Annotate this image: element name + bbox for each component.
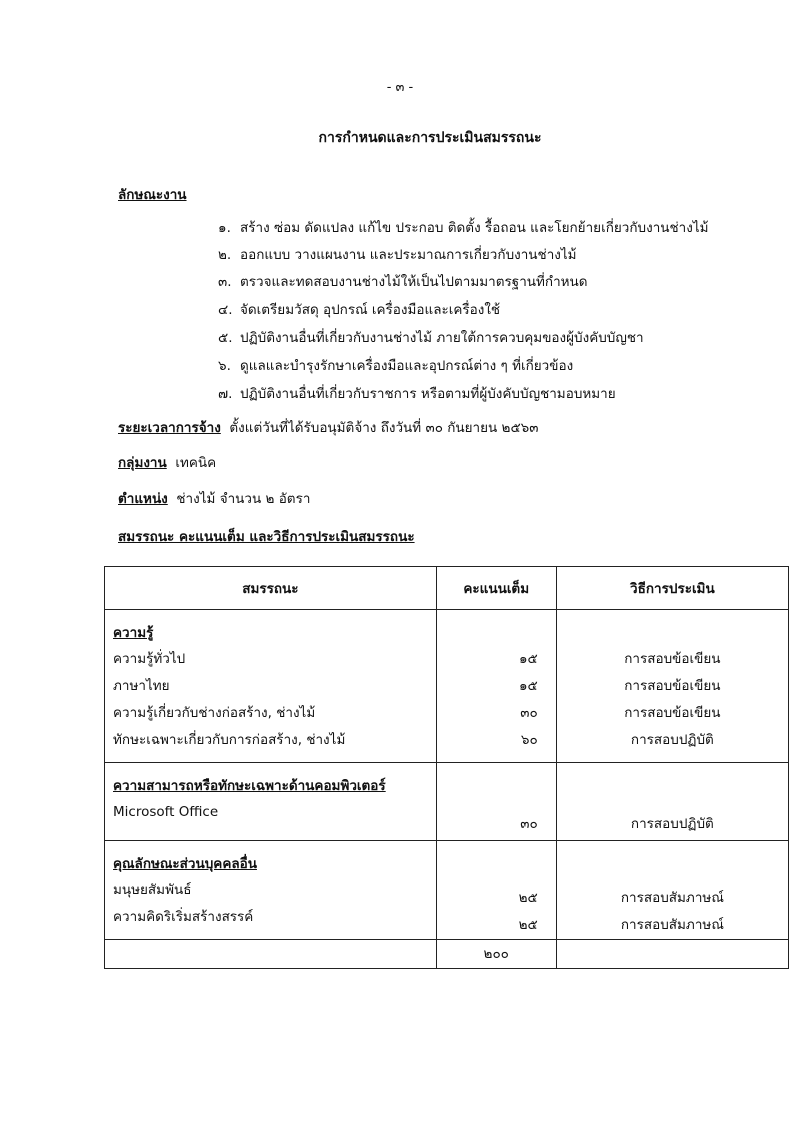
competency-score: ๓๐: [520, 816, 538, 832]
duty-number: ๑.: [218, 220, 231, 236]
competency-table: [104, 566, 789, 969]
duty-text: สร้าง ซ่อม ดัดแปลง แก้ไข ประกอบ ติดตั้ง รื้อถอน และโยกย้ายเกี่ยวกับงานช่างไม้: [240, 220, 709, 236]
work-group: [118, 451, 216, 473]
competency-name: ทักษะเฉพาะเกี่ยวกับการก่อสร้าง, ช่างไม้: [113, 732, 346, 748]
evaluation-method: การสอบสัมภาษณ์: [620, 917, 724, 933]
position-label: ตำแหน่ง: [118, 491, 168, 507]
competency-score: ๒๕: [518, 890, 538, 906]
competency-score: ๒๕: [518, 917, 538, 933]
competency-name: ความคิดริเริ่มสร้างสรรค์: [113, 909, 254, 925]
page-title: การกำหนดและการประเมินสมรรถนะ: [318, 130, 542, 146]
duty-text: ดูแลและบำรุงรักษาเครื่องมือและอุปกรณ์ต่าง ๆ ที่เกี่ยวข้อง: [240, 358, 574, 374]
total-method-cell: [556, 940, 788, 969]
duty-text: จัดเตรียมวัสดุ อุปกรณ์ เครื่องมือและเครื่องใช้: [240, 302, 501, 318]
duty-number: ๕.: [218, 330, 233, 346]
header-full-score: คะแนนเต็ม: [436, 567, 556, 610]
table-group-personal: [105, 841, 789, 940]
duty-number: ๒.: [218, 247, 232, 263]
group-names-cell: [105, 763, 437, 841]
competency-heading-label: สมรรถนะ คะแนนเต็ม และวิธีการประเมินสมรรถนะ: [118, 529, 415, 545]
group-title: ความรู้: [113, 625, 154, 641]
duty-number: ๖.: [218, 358, 231, 374]
header-evaluation-method: วิธีการประเมิน: [556, 567, 788, 610]
evaluation-method: การสอบปฏิบัติ: [630, 816, 714, 832]
duty-item: [218, 216, 709, 238]
competency-score: ๑๕: [518, 678, 538, 694]
group-names-cell: [105, 841, 437, 940]
total-label-cell: [105, 940, 437, 969]
evaluation-method: การสอบสัมภาษณ์: [620, 890, 724, 906]
competency-name: ความรู้เกี่ยวกับช่างก่อสร้าง, ช่างไม้: [113, 705, 316, 721]
duty-item: [218, 382, 616, 404]
group-methods-cell: [556, 763, 788, 841]
position: [118, 487, 310, 509]
duty-item: [218, 326, 644, 348]
group-methods-cell: [556, 841, 788, 940]
employment-period-label: ระยะเวลาการจ้าง: [118, 420, 221, 436]
group-scores-cell: [436, 610, 556, 763]
duty-text: ปฏิบัติงานอื่นที่เกี่ยวกับงานช่างไม้ ภายใต้การควบคุมของผู้บังคับบัญชา: [240, 330, 644, 346]
duty-text: ปฏิบัติงานอื่นที่เกี่ยวกับราชการ หรือตามที่ผู้บังคับบัญชามอบหมาย: [240, 386, 616, 402]
table-group-knowledge: [105, 610, 789, 763]
competency-score: ๖๐: [520, 732, 538, 748]
competency-name: ภาษาไทย: [113, 678, 170, 694]
table-total-row: [105, 940, 789, 969]
job-characteristics-heading: [118, 183, 187, 205]
duty-number: ๔.: [218, 302, 233, 318]
job-characteristics-label: ลักษณะงาน: [118, 187, 187, 203]
evaluation-method: การสอบข้อเขียน: [624, 705, 721, 721]
duty-text: ออกแบบ วางแผนงาน และประมาณการเกี่ยวกับงานช่างไม้: [240, 247, 577, 263]
page-number: - ๓ -: [386, 80, 414, 95]
evaluation-method: การสอบข้อเขียน: [624, 678, 721, 694]
table-group-computer: [105, 763, 789, 841]
table-header-row: [105, 567, 789, 610]
duty-item: [218, 298, 500, 320]
group-title: คุณลักษณะส่วนบุคคลอื่น: [113, 856, 257, 872]
duty-number: ๗.: [218, 386, 233, 402]
work-group-value: เทคนิค: [175, 455, 217, 471]
group-methods-cell: [556, 610, 788, 763]
group-scores-cell: [436, 763, 556, 841]
duty-item: [218, 354, 573, 376]
competency-score: ๑๕: [518, 651, 538, 667]
employment-period: [118, 416, 538, 438]
group-title: ความสามารถหรือทักษะเฉพาะด้านคอมพิวเตอร์: [113, 778, 386, 794]
competency-name: มนุษยสัมพันธ์: [113, 882, 192, 898]
group-names-cell: [105, 610, 437, 763]
competency-heading: [118, 525, 415, 547]
employment-period-value: ตั้งแต่วันที่ได้รับอนุมัติจ้าง ถึงวันที่ ๓๐ กันยายน ๒๕๖๓: [229, 420, 539, 436]
position-value: ช่างไม้ จำนวน ๒ อัตรา: [176, 491, 311, 507]
duty-text: ตรวจและทดสอบงานช่างไม้ให้เป็นไปตามมาตรฐานที่กำหนด: [240, 274, 588, 290]
header-competency: สมรรถนะ: [105, 567, 437, 610]
competency-score: ๓๐: [520, 705, 538, 721]
competency-name: Microsoft Office: [113, 804, 219, 820]
group-scores-cell: [436, 841, 556, 940]
evaluation-method: การสอบข้อเขียน: [624, 651, 721, 667]
competency-name: ความรู้ทั่วไป: [113, 651, 186, 667]
duty-item: [218, 243, 577, 265]
duty-number: ๓.: [218, 274, 232, 290]
evaluation-method: การสอบปฏิบัติ: [630, 732, 714, 748]
duty-item: [218, 270, 588, 292]
total-score: ๒๐๐: [436, 940, 556, 969]
work-group-label: กลุ่มงาน: [118, 455, 167, 471]
